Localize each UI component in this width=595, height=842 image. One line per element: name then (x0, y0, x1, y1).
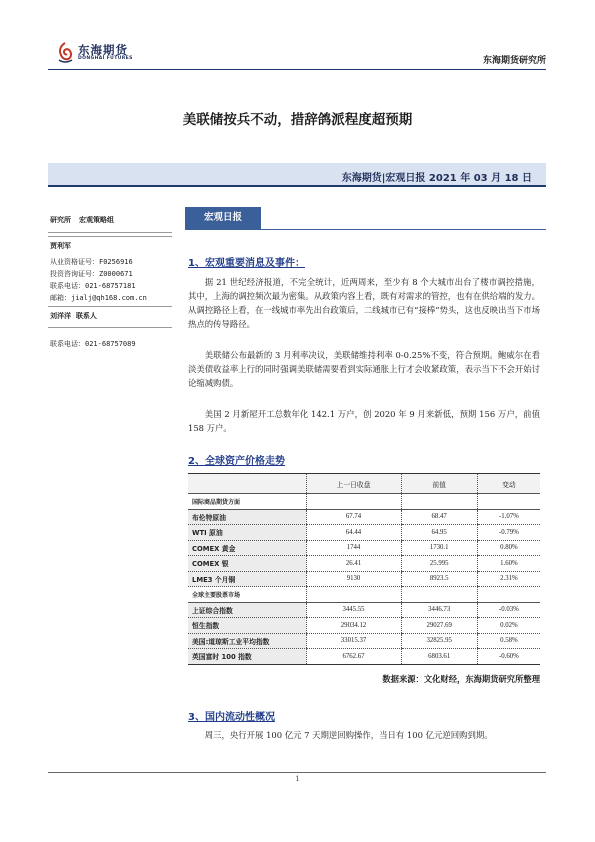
page-header (48, 38, 546, 70)
table-row (188, 525, 540, 541)
change-value: 1.60% (477, 556, 540, 572)
prev-value: 3446.73 (401, 602, 477, 618)
prev-value: 32825.95 (401, 633, 477, 649)
table-header-cell: 前值 (401, 474, 477, 494)
table-header-cell (188, 474, 306, 494)
table-cell (477, 587, 540, 603)
change-value: -0.60% (477, 649, 540, 665)
close-value: 6762.67 (306, 649, 401, 665)
table-cell (306, 587, 401, 603)
asset-name: COMEX 黄金 (188, 540, 306, 556)
company-logo (48, 40, 168, 66)
footer-divider (48, 772, 546, 773)
table-row (188, 540, 540, 556)
prev-value: 29027.69 (401, 618, 477, 634)
table-group-row (188, 587, 540, 603)
table-cell (401, 494, 477, 510)
analyst-email[interactable]: 邮箱：jialj@qh168.com.cn (50, 294, 147, 302)
document-title: 美联储按兵不动，措辞鸽派程度超预期 (182, 112, 413, 128)
logo-english: DONGHAI FUTURES (78, 56, 133, 61)
change-value: 0.58% (477, 633, 540, 649)
sidebar-divider (48, 232, 172, 233)
asset-name: WTI 原油 (188, 525, 306, 541)
table-header-cell: 变动 (477, 474, 540, 494)
table-row (188, 602, 540, 618)
prev-value: 6803.61 (401, 649, 477, 665)
close-value: 29034.12 (306, 618, 401, 634)
change-value: 2.31% (477, 571, 540, 587)
table-group-row (188, 494, 540, 510)
table-row (188, 649, 540, 665)
section-heading-macro-news: 1、宏观重要消息及事件： (188, 258, 305, 269)
prev-value: 64.95 (401, 525, 477, 541)
close-value: 3445.55 (306, 602, 401, 618)
group-label: 国际商品期货方面 (188, 494, 306, 510)
close-value: 9130 (306, 571, 401, 587)
group-label: 全球主要股票市场 (188, 587, 306, 603)
news-paragraph-housing: 据 21 世纪经济报道，不完全统计，近两周来，至少有 8 个大城市出台了楼市调控措施，其中，上海的调控频次最为密集。从政策内容上看，既有对需求的管控，也有在供给端的发力。从调控路径上看，在一线城市率先出台政策后，二线城市已有“接棒”势头，这也反映出当下市场热点的传导路径。 (188, 277, 540, 329)
sidebar-divider (48, 327, 172, 328)
asset-name: 恒生指数 (188, 618, 306, 634)
change-value: -0.79% (477, 525, 540, 541)
change-value: 0.02% (477, 618, 540, 634)
table-header-cell: 上一日收盘 (306, 474, 401, 494)
prev-value: 8923.5 (401, 571, 477, 587)
asset-name: LME3 个月铜 (188, 571, 306, 587)
liquidity-paragraph: 周三，央行开展 100 亿元 7 天期逆回购操作，当日有 100 亿元逆回购到期。 (204, 730, 493, 740)
table-row (188, 556, 540, 572)
change-value: 0.80% (477, 540, 540, 556)
analyst-consult-license: 投资咨询证号：Z0000671 (50, 270, 133, 278)
contact-name (50, 311, 97, 321)
page-number: 1 (295, 775, 300, 783)
asset-name: 上证综合指数 (188, 602, 306, 618)
prev-value: 1730.1 (401, 540, 477, 556)
dept-group: 宏观策略组 (79, 216, 114, 224)
table-row (188, 618, 540, 634)
dept-institute: 研究所 (50, 216, 71, 224)
asset-name: COMEX 银 (188, 556, 306, 572)
table-cell (306, 494, 401, 510)
report-banner (48, 163, 546, 187)
table-row (188, 509, 540, 525)
prev-value: 68.47 (401, 509, 477, 525)
contact-role: 联系人 (75, 312, 97, 320)
contact-phone: 联系电话：021-68757089 (50, 340, 136, 348)
department (50, 215, 122, 225)
analyst-license: 从业资格证号：F0256916 (50, 258, 133, 266)
asset-name: 布伦特原油 (188, 509, 306, 525)
section-heading-liquidity: 3、国内流动性概况 (188, 712, 275, 723)
table-cell (477, 494, 540, 510)
banner-text: 东海期货|宏观日报 2021 年 03 月 18 日 (341, 173, 532, 184)
asset-name: 美国:道琼斯工业平均指数 (188, 633, 306, 649)
tag-underline (185, 229, 546, 230)
section-heading-asset-prices: 2、全球资产价格走势 (188, 456, 285, 467)
table-cell (401, 587, 477, 603)
sidebar-divider (48, 236, 172, 237)
change-value: -1.07% (477, 509, 540, 525)
sidebar-divider (48, 306, 172, 307)
asset-name: 英国富时 100 指数 (188, 649, 306, 665)
news-paragraph-housing-starts: 美国 2 月新屋开工总数年化 142.1 万户，创 2020 年 9 月来新低，预期 156 万户，前值 158 万户。 (188, 409, 540, 433)
table-row (188, 571, 540, 587)
table-header-row (188, 474, 540, 494)
contact-person: 刘洋洋 (50, 312, 71, 320)
news-paragraph-fed: 美联储公布最新的 3 月利率决议，美联储维持利率 0-0.25%不变，符合预期。鲍威尔在看淡美债收益率上行的同时强调美联储需要看到实际通胀上行才会收紧政策，表示当下不会开始讨论缩减购债。 (188, 350, 540, 388)
close-value: 64.44 (306, 525, 401, 541)
close-value: 1744 (306, 540, 401, 556)
change-value: -0.03% (477, 602, 540, 618)
prev-value: 25.995 (401, 556, 477, 572)
close-value: 67.74 (306, 509, 401, 525)
asset-price-table (188, 473, 540, 665)
table-row (188, 633, 540, 649)
close-value: 33015.37 (306, 633, 401, 649)
analyst-phone: 联系电话：021-68757181 (50, 282, 136, 290)
report-type-tag: 宏观日报 (185, 207, 261, 229)
header-institute: 东海期货研究所 (482, 56, 546, 66)
close-value: 26.41 (306, 556, 401, 572)
donghai-logo-icon (56, 42, 74, 64)
analyst-name: 贾利军 (50, 242, 71, 250)
data-source-note: 数据来源：文化财经，东海期货研究所整理 (382, 674, 540, 684)
logo-chinese: 东海期货 (78, 43, 128, 57)
